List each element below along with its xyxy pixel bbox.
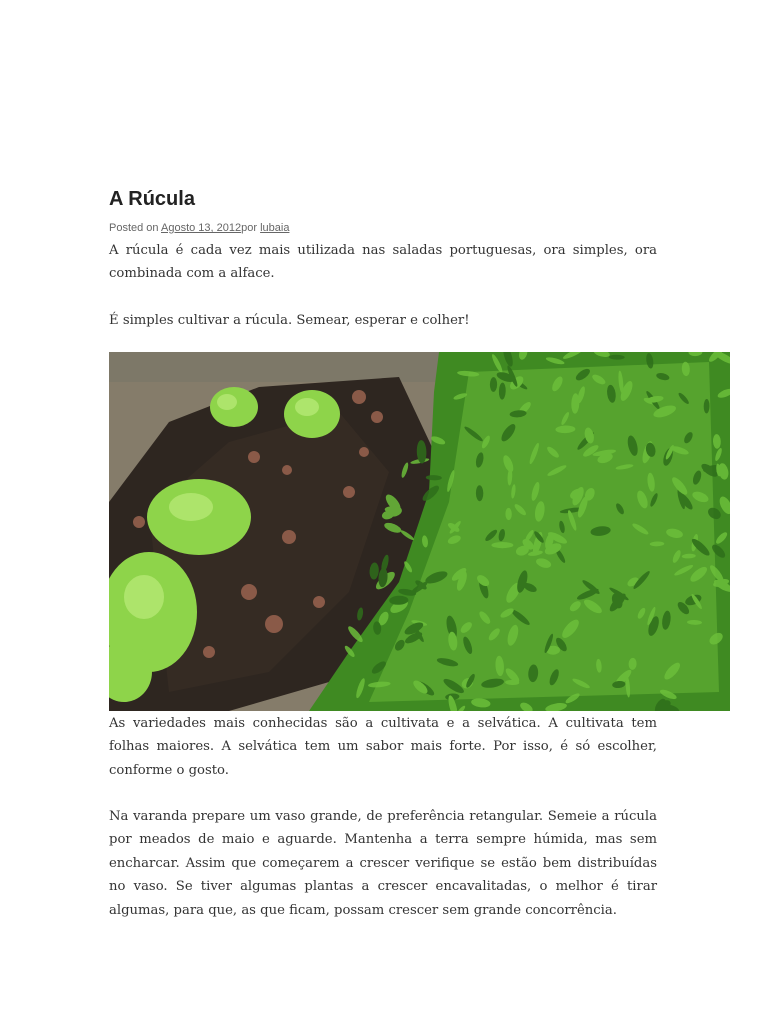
author-link[interactable]: lubaia <box>260 222 290 234</box>
paragraph-intro: A rúcula é cada vez mais utilizada nas saladas portuguesas, ora simples, ora combinada com a alface. <box>109 243 657 282</box>
by-label: por <box>241 222 261 234</box>
garden-photo-icon <box>109 352 730 711</box>
paragraph-simple: É simples cultivar a rúcula. Semear, esperar e colher! <box>109 313 470 328</box>
garden-photo <box>109 352 730 711</box>
paragraph-varieties: As variedades mais conhecidas são a cultivata e a selvática. A cultivata tem folhas maiores. A selvática tem um sabor mais forte. Por isso, é só escolher, conforme o gosto. <box>109 716 657 778</box>
article-title: A Rúcula <box>109 188 195 210</box>
posted-on-label: Posted on <box>109 222 161 234</box>
paragraph-planting: Na varanda prepare um vaso grande, de preferência retangular. Semeie a rúcula por meados de maio e aguarde. Mantenha a terra sempre húmida, mas sem encharcar. Assim que começarem a crescer verifique se estão bem distribuídas no vaso. Se tiver algumas plantas a crescer encavalitadas, o melhor é tirar algumas, para que, as que ficam, possam crescer sem grande concorrência. <box>109 809 657 918</box>
post-date-link[interactable]: Agosto 13, 2012 <box>161 222 242 234</box>
post-meta <box>109 222 289 234</box>
